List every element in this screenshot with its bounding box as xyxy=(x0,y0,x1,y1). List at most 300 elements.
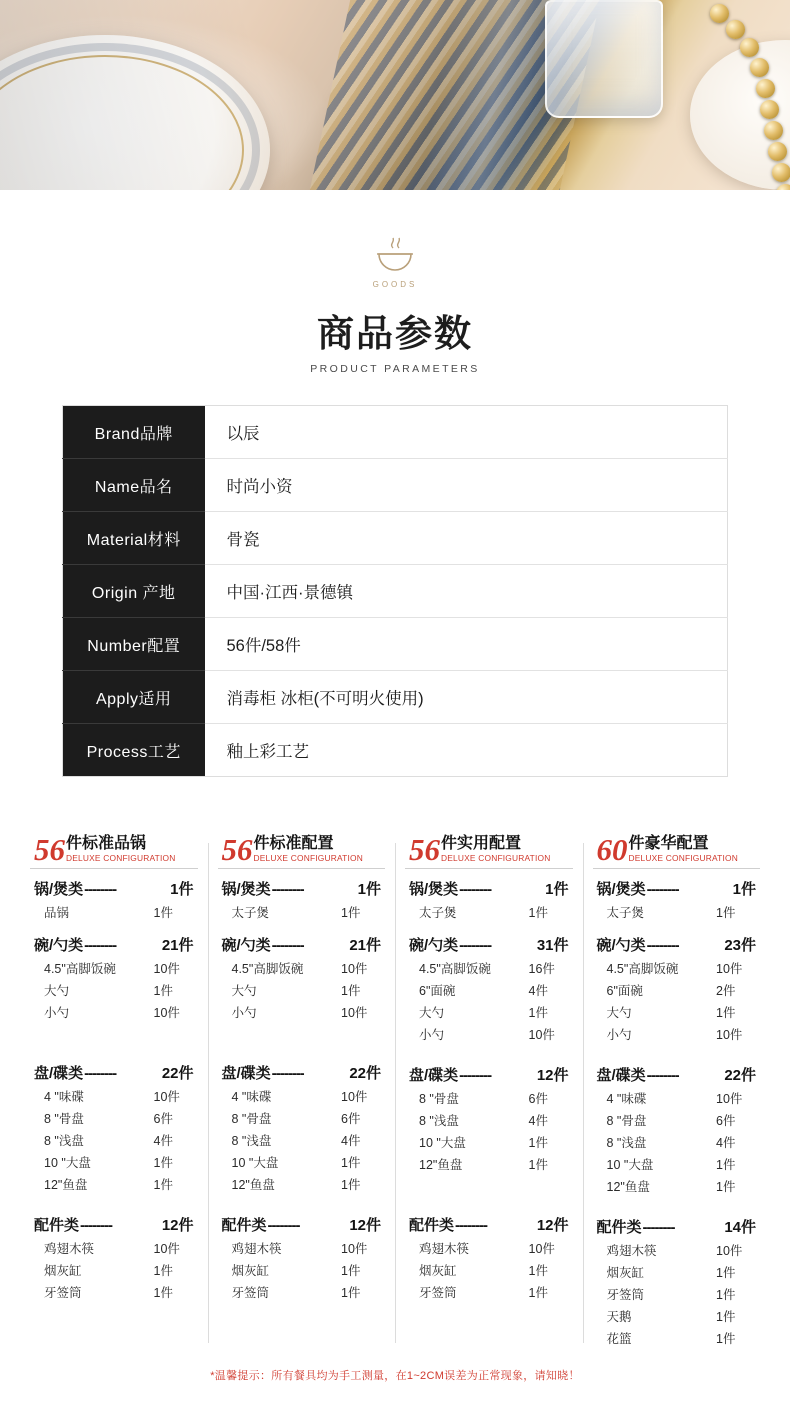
config-group xyxy=(593,1061,761,1197)
table-row xyxy=(63,618,728,671)
table-row xyxy=(63,565,728,618)
group-total: 22件 xyxy=(724,1067,756,1085)
group-title xyxy=(218,875,386,901)
group-title xyxy=(405,1211,573,1237)
config-title-text xyxy=(629,836,738,865)
item-qty: 10件 xyxy=(153,1090,180,1105)
group-title xyxy=(30,931,198,957)
config-column xyxy=(20,832,208,1351)
group-name: 盘/碟类 xyxy=(409,1067,459,1085)
item-row xyxy=(593,1001,761,1023)
hero-product-photo xyxy=(0,0,790,190)
item-name: 8 "骨盘 xyxy=(44,1112,84,1127)
item-qty: 1件 xyxy=(716,1288,736,1303)
spacer xyxy=(405,1177,573,1211)
item-qty: 1件 xyxy=(153,984,173,999)
config-title xyxy=(593,832,761,867)
item-row xyxy=(405,1087,573,1109)
dash-filler: -------- xyxy=(271,937,304,955)
param-key: Apply适用 xyxy=(63,671,205,724)
table-row xyxy=(63,724,728,777)
spacer xyxy=(30,1197,198,1211)
item-qty: 10件 xyxy=(716,1092,743,1107)
item-row xyxy=(593,1153,761,1175)
item-name: 鸡翅木筷 xyxy=(44,1242,95,1257)
spacer xyxy=(218,1025,386,1059)
config-group xyxy=(405,1211,573,1303)
item-qty: 4件 xyxy=(528,1114,548,1129)
group-total: 12件 xyxy=(536,1067,569,1085)
group-name: 配件类 xyxy=(34,1217,80,1235)
item-name: 鸡翅木筷 xyxy=(606,1244,657,1259)
item-qty: 4件 xyxy=(528,984,548,999)
group-name: 碗/勺类 xyxy=(409,937,459,955)
item-qty: 10件 xyxy=(716,1244,743,1259)
group-name: 锅/煲类 xyxy=(221,881,271,899)
item-name: 8 "浅盘 xyxy=(419,1114,459,1129)
item-name: 4.5"高脚饭碗 xyxy=(44,962,116,977)
group-name: 碗/勺类 xyxy=(596,937,646,955)
config-name-en: DELUXE CONFIGURATION xyxy=(253,853,363,864)
group-total: 12件 xyxy=(161,1217,194,1235)
item-row xyxy=(30,979,198,1001)
config-group xyxy=(405,875,573,923)
dash-filler: -------- xyxy=(459,937,492,955)
item-qty: 1件 xyxy=(716,1180,736,1195)
dash-filler: -------- xyxy=(459,1067,492,1085)
item-row xyxy=(405,1259,573,1281)
item-qty: 10件 xyxy=(528,1028,555,1043)
spacer xyxy=(405,1047,573,1061)
param-value: 以辰 xyxy=(205,406,728,459)
page-title: 商品参数 xyxy=(317,313,473,354)
item-qty: 1件 xyxy=(528,1286,548,1301)
item-qty: 1件 xyxy=(341,1286,361,1301)
config-group xyxy=(30,875,198,923)
param-value: 釉上彩工艺 xyxy=(205,724,728,777)
item-qty: 1件 xyxy=(153,1264,173,1279)
item-qty: 4件 xyxy=(341,1134,361,1149)
item-name: 8 "骨盘 xyxy=(231,1112,272,1127)
divider xyxy=(593,868,761,869)
item-name: 牙签筒 xyxy=(44,1286,82,1301)
group-total: 12件 xyxy=(349,1217,381,1235)
group-total: 31件 xyxy=(536,937,569,955)
item-name: 6"面碗 xyxy=(419,984,456,999)
item-name: 8 "浅盘 xyxy=(231,1134,272,1149)
item-qty: 6件 xyxy=(341,1112,361,1127)
group-title xyxy=(593,875,761,901)
config-title-text xyxy=(66,836,175,865)
item-qty: 1件 xyxy=(341,1178,361,1193)
group-name: 锅/煲类 xyxy=(596,881,646,899)
item-name: 牙签筒 xyxy=(231,1286,270,1301)
item-qty: 10件 xyxy=(716,962,743,977)
item-row xyxy=(593,957,761,979)
group-title xyxy=(405,931,573,957)
item-name: 天鹅 xyxy=(606,1310,632,1325)
config-title-text xyxy=(441,836,550,865)
item-qty: 6件 xyxy=(528,1092,548,1107)
item-row xyxy=(218,1259,386,1281)
item-row xyxy=(405,1109,573,1131)
item-row xyxy=(405,1131,573,1153)
config-group xyxy=(30,1059,198,1195)
divider xyxy=(30,868,198,869)
item-row xyxy=(593,1131,761,1153)
dash-filler: -------- xyxy=(271,881,304,899)
item-name: 小勺 xyxy=(231,1006,257,1021)
item-name: 烟灰缸 xyxy=(231,1264,270,1279)
item-row xyxy=(30,957,198,979)
group-total: 23件 xyxy=(724,937,756,955)
config-column xyxy=(395,832,583,1351)
group-name: 碗/勺类 xyxy=(34,937,84,955)
item-name: 大勺 xyxy=(419,1006,445,1021)
group-name: 配件类 xyxy=(221,1217,267,1235)
item-qty: 1件 xyxy=(528,1136,548,1151)
item-name: 烟灰缸 xyxy=(419,1264,457,1279)
item-qty: 1件 xyxy=(341,1264,361,1279)
item-row xyxy=(593,1327,761,1349)
config-group xyxy=(218,1059,386,1195)
item-row xyxy=(593,979,761,1001)
config-name-en: DELUXE CONFIGURATION xyxy=(66,853,176,864)
item-name: 4.5"高脚饭碗 xyxy=(419,962,491,977)
item-name: 太子煲 xyxy=(419,906,457,921)
item-name: 8 "浅盘 xyxy=(606,1136,647,1151)
item-qty: 10件 xyxy=(153,962,180,977)
group-name: 配件类 xyxy=(409,1217,455,1235)
item-row xyxy=(218,1281,386,1303)
group-title xyxy=(218,931,386,957)
group-total: 1件 xyxy=(545,881,569,899)
dash-filler: -------- xyxy=(646,881,679,899)
item-row xyxy=(30,1001,198,1023)
group-name: 碗/勺类 xyxy=(221,937,271,955)
config-name-en: DELUXE CONFIGURATION xyxy=(441,853,551,864)
config-name: 件豪华配置 xyxy=(628,834,709,852)
item-qty: 1件 xyxy=(341,906,361,921)
config-count: 56 xyxy=(221,832,253,867)
item-qty: 1件 xyxy=(528,1158,548,1173)
config-group xyxy=(405,1061,573,1175)
group-name: 盘/碟类 xyxy=(34,1065,84,1083)
group-title xyxy=(30,1059,198,1085)
divider xyxy=(218,868,386,869)
item-row xyxy=(218,1085,386,1107)
item-qty: 1件 xyxy=(341,984,361,999)
config-title xyxy=(218,832,386,867)
item-name: 花篮 xyxy=(606,1332,632,1347)
group-title xyxy=(405,875,573,901)
spacer xyxy=(593,1047,761,1061)
item-row xyxy=(405,901,573,923)
item-row xyxy=(30,1085,198,1107)
item-row xyxy=(593,1109,761,1131)
item-row xyxy=(30,1281,198,1303)
item-qty: 4件 xyxy=(153,1134,173,1149)
item-row xyxy=(593,1087,761,1109)
item-row xyxy=(593,1283,761,1305)
item-qty: 1件 xyxy=(341,1156,361,1171)
item-row xyxy=(405,1237,573,1259)
item-name: 12"鱼盘 xyxy=(44,1178,88,1193)
item-row xyxy=(218,1129,386,1151)
dash-filler: -------- xyxy=(80,1217,112,1235)
divider xyxy=(405,868,573,869)
config-group xyxy=(593,931,761,1045)
group-title xyxy=(30,875,198,901)
item-name: 大勺 xyxy=(606,1006,632,1021)
group-title xyxy=(593,1213,761,1239)
item-name: 10 "大盘 xyxy=(606,1158,654,1173)
item-name: 10 "大盘 xyxy=(419,1136,466,1151)
item-name: 4 "味碟 xyxy=(231,1090,272,1105)
item-qty: 1件 xyxy=(153,1286,173,1301)
item-row xyxy=(218,1107,386,1129)
item-qty: 1件 xyxy=(716,1158,736,1173)
config-name-en: DELUXE CONFIGURATION xyxy=(628,853,738,864)
item-qty: 10件 xyxy=(153,1006,180,1021)
item-row xyxy=(30,1107,198,1129)
config-group xyxy=(405,931,573,1045)
item-qty: 1件 xyxy=(153,1178,173,1193)
item-row xyxy=(30,1129,198,1151)
item-row xyxy=(405,1281,573,1303)
param-key: Process工艺 xyxy=(63,724,205,777)
item-row xyxy=(405,1001,573,1023)
bowl-icon xyxy=(0,232,790,276)
item-qty: 1件 xyxy=(528,906,548,921)
parameters-table xyxy=(62,405,728,777)
config-column xyxy=(583,832,771,1351)
item-name: 品锅 xyxy=(44,906,70,921)
item-row xyxy=(593,1261,761,1283)
item-qty: 10件 xyxy=(341,1006,368,1021)
item-name: 8 "浅盘 xyxy=(44,1134,84,1149)
param-value: 时尚小资 xyxy=(205,459,728,512)
item-qty: 6件 xyxy=(716,1114,736,1129)
item-name: 烟灰缸 xyxy=(606,1266,645,1281)
item-name: 12"鱼盘 xyxy=(606,1180,650,1195)
config-name: 件标准品锅 xyxy=(66,834,147,852)
item-name: 大勺 xyxy=(231,984,257,999)
item-row xyxy=(30,901,198,923)
group-title xyxy=(405,1061,573,1087)
item-row xyxy=(30,1259,198,1281)
item-row xyxy=(405,957,573,979)
table-row xyxy=(63,459,728,512)
config-title xyxy=(405,832,573,867)
param-key: Brand品牌 xyxy=(63,406,205,459)
dash-filler: -------- xyxy=(455,1217,487,1235)
item-row xyxy=(593,901,761,923)
item-qty: 2件 xyxy=(716,984,736,999)
group-title xyxy=(218,1059,386,1085)
item-qty: 16件 xyxy=(528,962,555,977)
item-name: 牙签筒 xyxy=(419,1286,457,1301)
item-row xyxy=(218,1151,386,1173)
config-title xyxy=(30,832,198,867)
item-row xyxy=(30,1237,198,1259)
group-title xyxy=(218,1211,386,1237)
item-row xyxy=(218,901,386,923)
item-name: 10 "大盘 xyxy=(44,1156,91,1171)
item-qty: 10件 xyxy=(341,1090,368,1105)
item-name: 太子煲 xyxy=(606,906,645,921)
dash-filler: -------- xyxy=(646,937,679,955)
dash-filler: -------- xyxy=(84,1065,117,1083)
item-qty: 1件 xyxy=(153,1156,173,1171)
item-qty: 6件 xyxy=(153,1112,173,1127)
item-name: 12"鱼盘 xyxy=(231,1178,275,1193)
dash-filler: -------- xyxy=(646,1067,679,1085)
group-total: 14件 xyxy=(724,1219,756,1237)
item-name: 鸡翅木筷 xyxy=(231,1242,282,1257)
config-group xyxy=(218,931,386,1023)
group-total: 21件 xyxy=(161,937,194,955)
parameters-table-body xyxy=(63,406,728,777)
item-row xyxy=(218,979,386,1001)
group-title xyxy=(593,1061,761,1087)
config-count: 60 xyxy=(596,832,628,867)
item-row xyxy=(30,1151,198,1173)
item-name: 4 "味碟 xyxy=(44,1090,84,1105)
dash-filler: -------- xyxy=(84,881,117,899)
item-row xyxy=(218,1173,386,1195)
config-name: 件标准配置 xyxy=(253,834,334,852)
item-name: 4.5"高脚饭碗 xyxy=(231,962,304,977)
dash-filler: -------- xyxy=(267,1217,300,1235)
table-row xyxy=(63,406,728,459)
item-qty: 10件 xyxy=(528,1242,555,1257)
config-group xyxy=(593,875,761,923)
group-total: 21件 xyxy=(349,937,381,955)
dash-filler: -------- xyxy=(84,937,117,955)
hero-light-overlay xyxy=(0,0,790,190)
page-subtitle: PRODUCT PARAMETERS xyxy=(310,363,480,375)
group-total: 22件 xyxy=(349,1065,381,1083)
config-title-text xyxy=(254,836,363,865)
item-row xyxy=(593,1023,761,1045)
item-row xyxy=(218,957,386,979)
item-name: 小勺 xyxy=(44,1006,70,1021)
item-qty: 1件 xyxy=(716,1006,736,1021)
group-name: 盘/碟类 xyxy=(221,1065,271,1083)
item-qty: 1件 xyxy=(716,1332,736,1347)
item-row xyxy=(218,1001,386,1023)
parameters-header xyxy=(0,190,790,375)
config-group xyxy=(30,931,198,1023)
item-qty: 1件 xyxy=(716,906,736,921)
item-name: 太子煲 xyxy=(231,906,270,921)
group-total: 1件 xyxy=(357,881,381,899)
item-qty: 10件 xyxy=(716,1028,743,1043)
item-qty: 1件 xyxy=(528,1264,548,1279)
group-name: 盘/碟类 xyxy=(596,1067,646,1085)
dash-filler: -------- xyxy=(459,881,492,899)
table-row xyxy=(63,671,728,724)
group-total: 12件 xyxy=(536,1217,569,1235)
item-row xyxy=(405,1153,573,1175)
group-name: 锅/煲类 xyxy=(34,881,84,899)
param-key: Number配置 xyxy=(63,618,205,671)
item-name: 4 "味碟 xyxy=(606,1092,647,1107)
group-name: 锅/煲类 xyxy=(409,881,459,899)
item-qty: 1件 xyxy=(716,1310,736,1325)
group-total: 1件 xyxy=(732,881,756,899)
config-group xyxy=(218,1211,386,1303)
goods-label: GOODS xyxy=(372,280,418,289)
item-qty: 10件 xyxy=(341,962,368,977)
table-row xyxy=(63,512,728,565)
item-row xyxy=(593,1305,761,1327)
item-row xyxy=(593,1175,761,1197)
spacer xyxy=(218,1197,386,1211)
config-group xyxy=(30,1211,198,1303)
item-qty: 10件 xyxy=(341,1242,368,1257)
param-value: 消毒柜 冰柜(不可明火使用) xyxy=(205,671,728,724)
group-title xyxy=(30,1211,198,1237)
param-key: Origin 产地 xyxy=(63,565,205,618)
item-row xyxy=(593,1239,761,1261)
item-row xyxy=(405,1023,573,1045)
item-name: 大勺 xyxy=(44,984,70,999)
param-key: Name品名 xyxy=(63,459,205,512)
item-row xyxy=(405,979,573,1001)
footnote: *温馨提示：所有餐具均为手工测量，在1~2CM误差为正常现象，请知晓！ xyxy=(210,1370,580,1383)
param-value: 骨瓷 xyxy=(205,512,728,565)
config-column xyxy=(208,832,396,1351)
configuration-columns xyxy=(0,832,790,1351)
config-group xyxy=(218,875,386,923)
config-group xyxy=(593,1213,761,1349)
group-name: 配件类 xyxy=(596,1219,642,1237)
param-value: 中国·江西·景德镇 xyxy=(205,565,728,618)
group-title xyxy=(593,931,761,957)
item-name: 鸡翅木筷 xyxy=(419,1242,470,1257)
dash-filler: -------- xyxy=(271,1065,304,1083)
item-qty: 10件 xyxy=(153,1242,180,1257)
item-name: 8 "骨盘 xyxy=(606,1114,647,1129)
item-name: 小勺 xyxy=(606,1028,632,1043)
item-qty: 4件 xyxy=(716,1136,736,1151)
config-name: 件实用配置 xyxy=(441,834,522,852)
item-qty: 1件 xyxy=(716,1266,736,1281)
group-total: 22件 xyxy=(161,1065,194,1083)
param-key: Material材料 xyxy=(63,512,205,565)
item-name: 8 "骨盘 xyxy=(419,1092,459,1107)
item-name: 烟灰缸 xyxy=(44,1264,82,1279)
config-count: 56 xyxy=(34,832,65,867)
config-count: 56 xyxy=(409,832,440,867)
item-row xyxy=(30,1173,198,1195)
param-value: 56件/58件 xyxy=(205,618,728,671)
item-name: 4.5"高脚饭碗 xyxy=(606,962,679,977)
item-name: 牙签筒 xyxy=(606,1288,645,1303)
item-name: 小勺 xyxy=(419,1028,445,1043)
spacer xyxy=(593,1199,761,1213)
group-total: 1件 xyxy=(170,881,194,899)
item-qty: 1件 xyxy=(153,906,173,921)
item-qty: 1件 xyxy=(528,1006,548,1021)
item-row xyxy=(218,1237,386,1259)
item-name: 12"鱼盘 xyxy=(419,1158,463,1173)
item-name: 10 "大盘 xyxy=(231,1156,279,1171)
item-name: 6"面碗 xyxy=(606,984,643,999)
dash-filler: -------- xyxy=(642,1219,675,1237)
